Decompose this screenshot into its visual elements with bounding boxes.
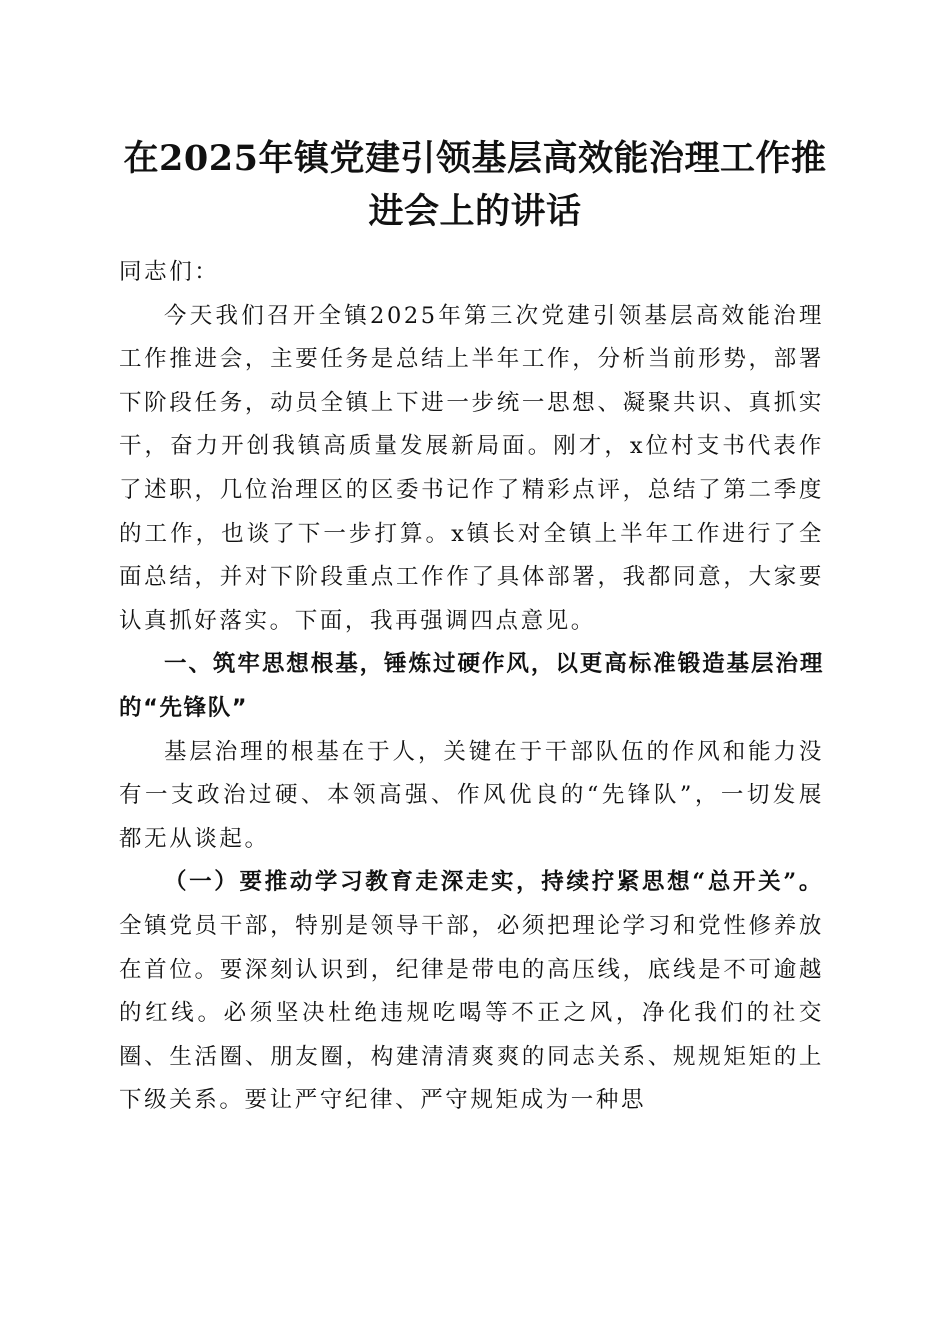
section-1-paragraph: 基层治理的根基在于人，关键在于干部队伍的作风和能力没有一支政治过硬、本领高强、作风优良的“先锋队”，一切发展都无从谈起。 — [119, 738, 824, 852]
document-body — [119, 251, 824, 1123]
document-title — [100, 132, 850, 238]
subsection-1-paragraph — [119, 861, 824, 1123]
intro-paragraph: 今天我们召开全镇2025年第三次党建引领基层高效能治理工作推进会，主要任务是总结上半年工作，分析当前形势，部署下阶段任务，动员全镇上下进一步统一思想、凝聚共识、真抓实干，奋力开创我镇高质量发展新局面。刚才，x位村支书代表作了述职，几位治理区的区委书记作了精彩点评，总结了第二季度的工作，也谈了下一步打算。x镇长对全镇上半年工作进行了全面总结，并对下阶段重点工作作了具体部署，我都同意，大家要认真抓好落实。下面，我再强调四点意见。 — [119, 302, 824, 634]
section-heading-1: 一、筑牢思想根基，锤炼过硬作风，以更高标准锻造基层治理的“先锋队” — [119, 651, 824, 721]
salutation: 同志们： — [119, 259, 220, 285]
subsection-1-text: 全镇党员干部，特别是领导干部，必须把理论学习和党性修养放在首位。要深刻认识到，纪律是带电的高压线，底线是不可逾越的红线。必须坚决杜绝违规吃喝等不正之风，净化我们的社交圈、生活圈、朋友圈，构建清清爽爽的同志关系、规规矩矩的上下级关系。要让严守纪律、严守规矩成为一种思 — [119, 912, 824, 1114]
subsection-1-heading: （一）要推动学习教育走深走实，持续拧紧思想“总开关”。 — [164, 869, 824, 896]
title-line-1: 在2025年镇党建引领基层高效能治理工作推 — [123, 138, 827, 179]
title-line-2: 进会上的讲话 — [368, 191, 582, 232]
